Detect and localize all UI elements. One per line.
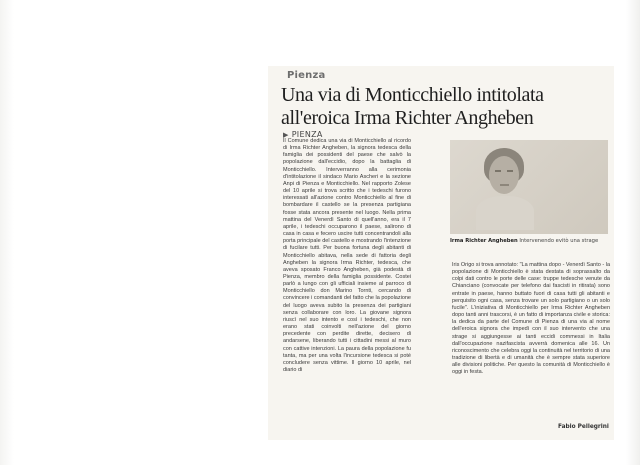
- portrait-photo: [450, 140, 608, 234]
- headline-line-2: all'eroica Irma Richter Angheben: [281, 107, 534, 129]
- article-body-right: Iris Origo si trova annotato: "La mattina dopo - Venerdì Santo - la popolazione di Monticchiello è stata destata di soprassalto da colpi dati contro le porte delle case: truppe tedesche venute da Chianciano (convocate per telefono dai fascisti in ritirata) sono entrate in paese, hanno buttato fuori di casa tutti gli abitanti e perquisito ogni casa, senza trovare un solo partigiano o un solo fucile". L'iniziativa di Monticchiello per Irma Richter Angheben dopo tanti anni trascorsi, è un fatto di importanza civile e storica: la dedica da parte del Comune di Pienza di una via al nome dell'eroica signora che impedì con il suo intervento che una strage si aggiungesse ai tanti eccidi commessi in Italia dall'occupazione nazifascista avverrà domenica alle 16. Un riconoscimento che celebra oggi la continuità nel territorio di una tradizione di libertà e di umanità che è sempre stata superiore alle divisioni politiche. Per questo la comunità di Monticchiello è oggi in festa.: [452, 262, 610, 376]
- byline: Fabio Pellegrini: [558, 424, 609, 430]
- portrait-figure: [474, 146, 536, 230]
- photo-caption-name: Irma Richter Angheben: [450, 238, 518, 244]
- headline: [281, 84, 611, 130]
- section-label: Pienza: [287, 70, 326, 81]
- portrait-shoulders: [476, 196, 534, 230]
- photo-caption-text: Intervenendo evitò una strage: [519, 238, 599, 244]
- portrait-mouth: [500, 184, 509, 186]
- portrait-face: [489, 156, 519, 194]
- article-column-left: [283, 138, 411, 434]
- dateline-text: PIENZA: [291, 130, 323, 139]
- article-body-left: Il Comune dedica una via di Monticchiello al ricordo di Irma Richter Angheben, la signora tedesca della famiglia dei possidenti del paese che salvò la popolazione dall'eccidio, dopo la battaglia di Monticchiello. Interverranno alla cerimonia d'intitolazione il sindaco Mario Ascheri e la sezione Anpi di Pienza e Monticchiello. Nel rapporto Zolese del 10 aprile si trova scritto che i tedeschi furono interessati all'azione contro Monticchiello al fine di bombardare il castello se la presenza partigiana fosse stata ancora presente nel luogo. Nella prima mattina del Venerdì Santo di quell'anno, era il 7 aprile, i tedeschi occuparono il paese, salirono di casa in casa e fecero uscire tutti concentrandoli alla porta principale del castello e mostrando l'intenzione di fucilare tutti. Per buona fortuna degli abitanti di Monticchiello abitava, nella sede di fattoria degli Angheben la signora Irma Richter, tedesca, che aveva sposato Franco Angheben, già podestà di Pienza, membro della famiglia possidente. Costei parlò a lungo con gli ufficiali insieme al parroco di Monticchiello don Marino Tornti, cercando di convincere i comandanti del fatto che la popolazione del luogo aveva subito la presenza dei partigiani senza collaborare con loro. La giovane signora riuscì nel suo intento e così i tedeschi, che non erano stati coinvolti nell'azione del giorno precedente con perdite dirette, decisero di andarsene, liberando tutti i cittadini messi al muro con cattive intenzioni. La paura della popolazione fu tanta, ma per una volta l'incursione tedesca si poté concludere senza vittime. Il giorno 10 aprile, nel diario di: [283, 138, 411, 373]
- triangle-icon: ▶: [283, 131, 289, 139]
- portrait-eye-right: [507, 170, 513, 172]
- headline-line-1: Una via di Monticchiello intitolata: [281, 84, 544, 106]
- portrait-eye-left: [495, 170, 501, 172]
- photo-caption: [450, 238, 610, 244]
- article-column-right: [452, 262, 610, 414]
